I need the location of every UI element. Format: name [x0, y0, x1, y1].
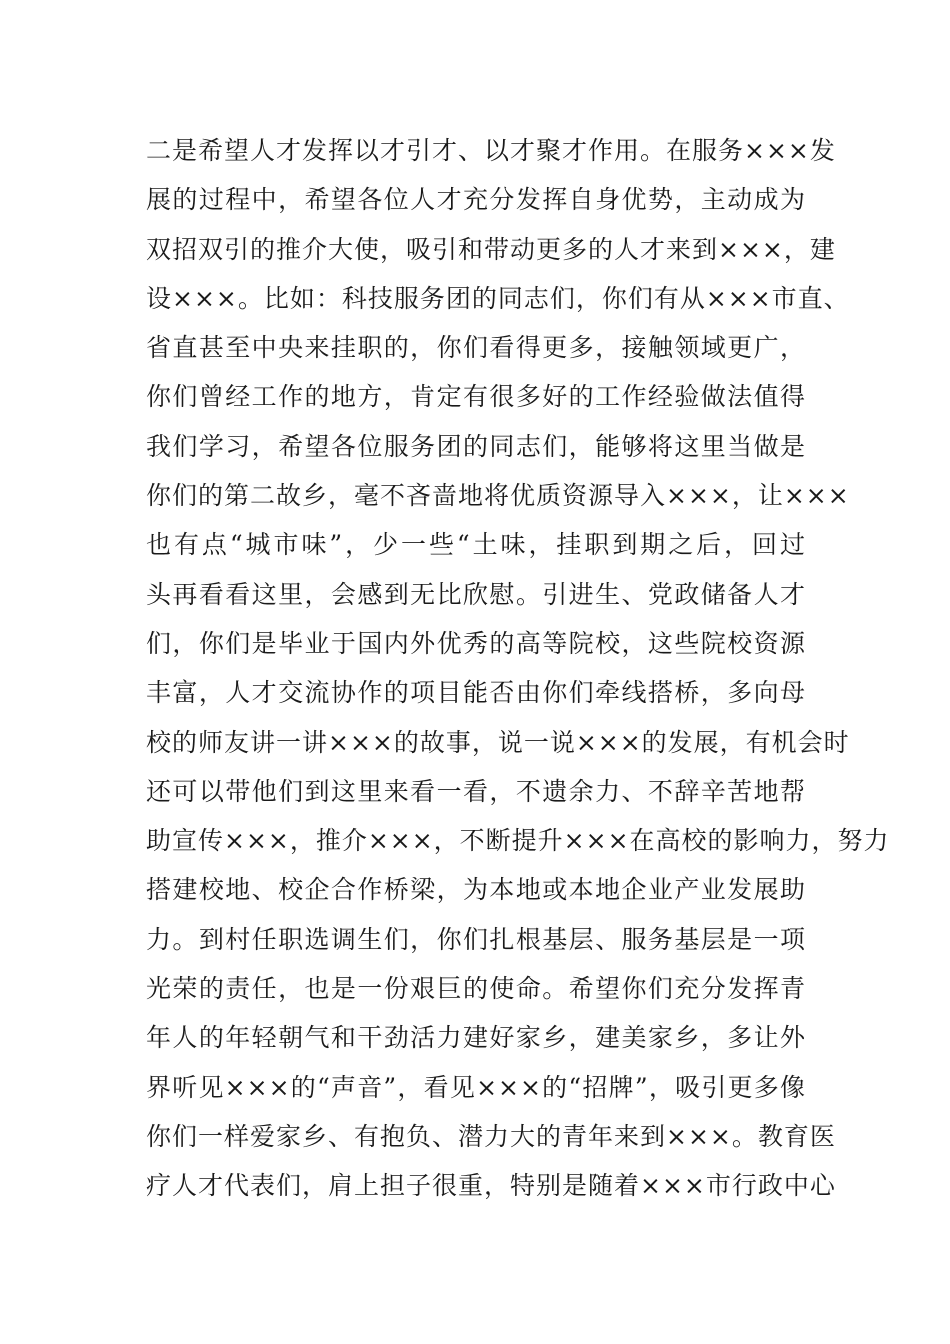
- text-line: 你们曾经工作的地方，肯定有很多好的工作经验做法值得: [146, 382, 806, 412]
- text-line: 还可以带他们到这里来看一看，不遗余力、不辞辛苦地帮: [146, 776, 806, 806]
- text-line: 年人的年轻朝气和干劲活力建好家乡，建美家乡，多让外: [146, 1023, 806, 1053]
- text-line: 展的过程中，希望各位人才充分发挥自身优势，主动成为: [146, 185, 806, 215]
- text-line: 丰富，人才交流协作的项目能否由你们牵线搭桥，多向母: [146, 678, 806, 708]
- text-line: 疗人才代表们，肩上担子很重，特别是随着×××市行政中心: [146, 1171, 836, 1201]
- text-line: 你们的第二故乡，毫不吝啬地将优质资源导入×××，让×××: [146, 481, 850, 511]
- text-line: 头再看看这里，会感到无比欣慰。引进生、党政储备人才: [146, 579, 806, 609]
- text-line: 界听见×××的“声音”，看见×××的“招牌”，吸引更多像: [146, 1072, 806, 1102]
- text-line: 二是希望人才发挥以才引才、以才聚才作用。在服务×××发: [146, 136, 836, 165]
- text-line: 我们学习，希望各位服务团的同志们，能够将这里当做是: [146, 431, 806, 461]
- text-line: 们，你们是毕业于国内外优秀的高等院校，这些院校资源: [146, 628, 806, 658]
- text-line: 助宣传×××，推介×××，不断提升×××在高校的影响力，努力: [146, 826, 890, 856]
- text-line: 双招双引的推介大使，吸引和带动更多的人才来到×××，建: [146, 234, 836, 264]
- text-line: 搭建校地、校企合作桥梁，为本地或本地企业产业发展助: [146, 875, 806, 905]
- text-line: 校的师友讲一讲×××的故事，说一说×××的发展，有机会时: [146, 727, 850, 757]
- text-line: 省直甚至中央来挂职的，你们看得更多，接触领域更广，: [146, 333, 806, 363]
- text-line: 也有点“城市味”，少一些“土味，挂职到期之后，回过: [146, 530, 806, 560]
- text-line: 你们一样爱家乡、有抱负、潜力大的青年来到×××。教育医: [146, 1121, 836, 1151]
- body-paragraph: [146, 126, 890, 1211]
- text-line: 力。到村任职选调生们，你们扎根基层、服务基层是一项: [146, 924, 806, 954]
- text-line: 设×××。比如：科技服务团的同志们，你们有从×××市直、: [146, 283, 850, 313]
- text-line: 光荣的责任，也是一份艰巨的使命。希望你们充分发挥青: [146, 974, 806, 1004]
